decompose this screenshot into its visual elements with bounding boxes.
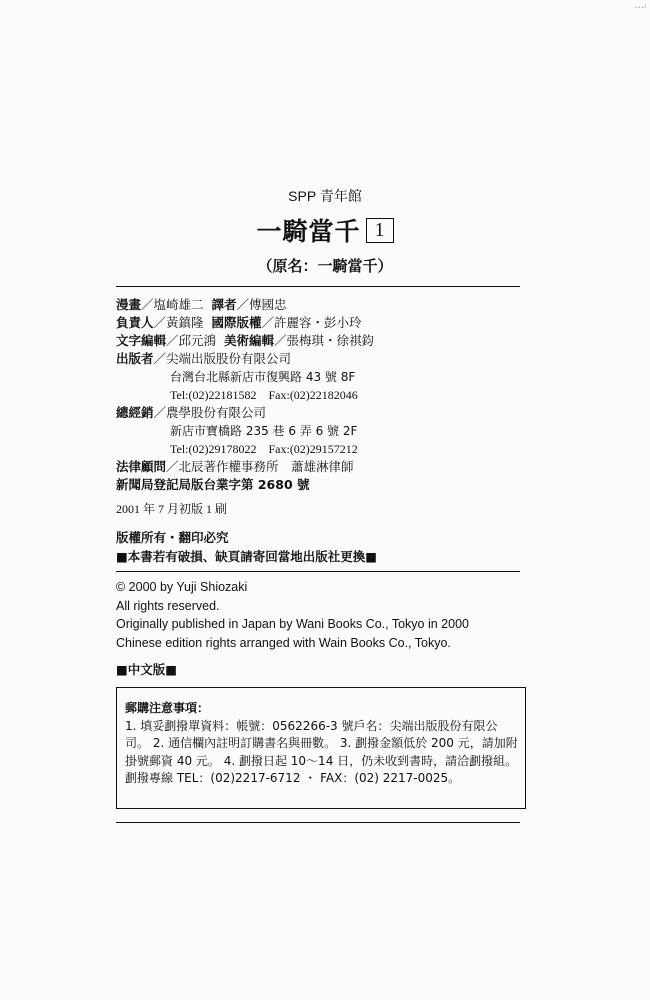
rights-line: 版權所有・翻印必究: [116, 530, 229, 545]
credits-block: [116, 296, 374, 494]
notice-title: 郵購注意事項：: [125, 701, 210, 715]
distributor-address: 新店市寶橋路 235 巷 6 弄 6 號 2F: [170, 424, 358, 438]
edition-info: 2001 年 7 月初版 1 刷: [116, 502, 228, 516]
credit-label: 國際版權: [211, 315, 262, 330]
registration-number: [116, 476, 374, 494]
credit-label: 漫畫: [116, 297, 142, 312]
book-title: 一騎當千: [256, 217, 361, 246]
credit-value: ／黃鎮隆: [153, 315, 204, 330]
credit-label: 文字編輯: [116, 333, 167, 348]
mail-order-notice-box: [116, 687, 526, 809]
credit-row-responsible-rights: [116, 314, 374, 332]
credit-row-legal: [116, 458, 374, 476]
credit-row-distributor: [116, 404, 374, 422]
credit-value: ／塩崎雄二: [141, 297, 204, 312]
middle-divider: [116, 571, 520, 572]
publisher-address: 台灣台北縣新店市復興路 43 號 8F: [170, 370, 356, 384]
credit-label: 出版者: [116, 351, 154, 366]
publisher-name: ／尖端出版股份有限公司: [153, 351, 292, 366]
chinese-edition-label: ■中文版■: [116, 662, 178, 677]
english-line: © 2000 by Yuji Shiozaki: [116, 580, 248, 594]
bottom-divider: [116, 822, 520, 823]
credit-value: ／許麗容・彭小玲: [261, 315, 362, 330]
series-label: SPP 青年館: [288, 188, 362, 204]
credit-value: ／傅國忠: [236, 297, 287, 312]
credit-row-editors: [116, 332, 374, 350]
credit-label: 負責人: [116, 315, 154, 330]
credit-label: 美術編輯: [223, 333, 274, 348]
page-corner-mark: …ᵢ: [634, 0, 646, 11]
credit-row-publisher: [116, 350, 374, 368]
rights-line: ■本書若有破損、缺頁請寄回當地出版社更換■: [116, 549, 378, 564]
rights-notice: [116, 528, 377, 566]
credit-label: 譯者: [211, 297, 237, 312]
legal-counsel: ／北辰著作權事務所 蕭雄淋律師: [166, 459, 354, 474]
original-title: （原名：一騎當千）: [257, 257, 393, 275]
notice-body: 1. 填妥劃撥單資料：帳號：0562266-3 號戶名：尖端出版股份有限公司。 2. 通信欄內註明訂購書名與冊數。 3. 劃撥金額低於 200 元，請加附掛號郵資 40 元。 4. 劃撥日起 10～14 日，仍未收到書時，請洽劃撥組。劃撥專線 TEL：(02)2217-6712 ・ FAX：(02) 2217-0025。: [125, 718, 518, 785]
distributor-name: ／農學股份有限公司: [153, 405, 267, 420]
top-divider: [116, 286, 520, 287]
credit-label: 法律顧問: [116, 459, 167, 474]
credit-value: ／張梅琪・徐祺鈞: [274, 333, 375, 348]
credit-label: 總經銷: [116, 405, 154, 420]
english-line: Chinese edition rights arranged with Wain Books Co., Tokyo.: [116, 635, 451, 650]
english-copyright: [116, 578, 469, 652]
english-line: Originally published in Japan by Wani Books Co., Tokyo in 2000: [116, 617, 469, 631]
credit-row-artist-translator: [116, 296, 374, 314]
publisher-contact: Tel:(02)22181582 Fax:(02)22182046: [170, 388, 358, 402]
registration-text: 新聞局登記局版台業字第 2680 號: [116, 477, 310, 492]
credit-value: ／邱元鴻: [166, 333, 217, 348]
book-title-block: [0, 212, 650, 248]
english-line: All rights reserved.: [116, 598, 220, 613]
volume-number: 1: [366, 218, 394, 243]
distributor-contact: Tel:(02)29178022 Fax:(02)29157212: [170, 442, 358, 456]
